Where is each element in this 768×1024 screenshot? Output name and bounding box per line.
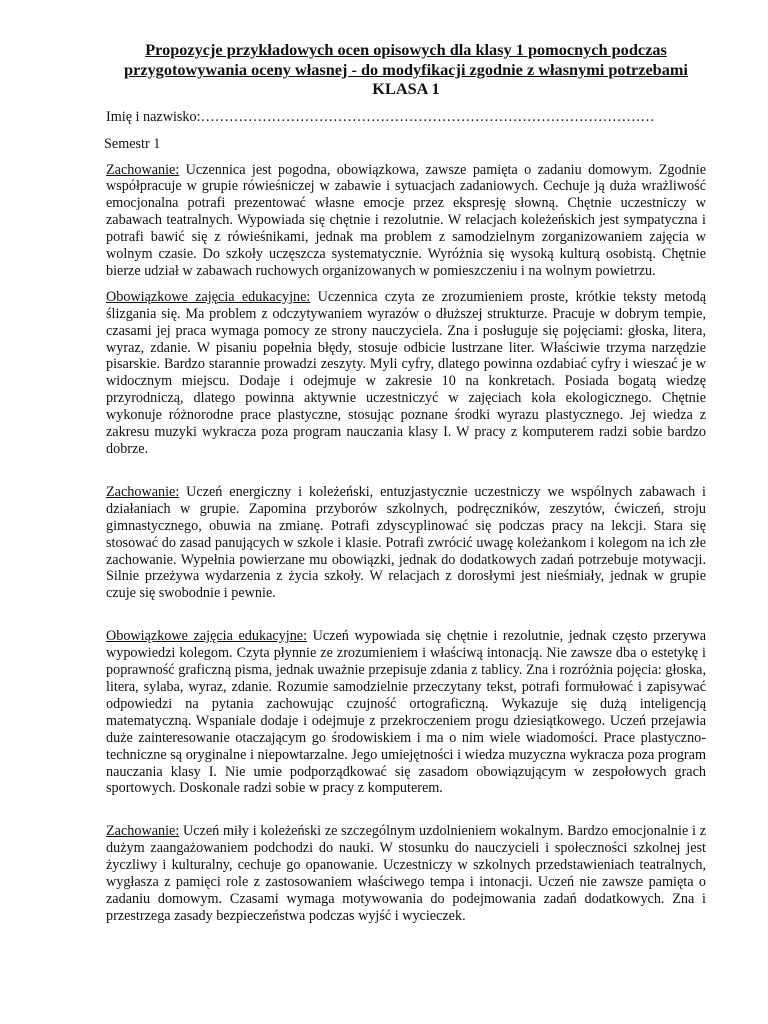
paragraph-text: Uczeń miły i koleżeński ze szczególnym uzdolnieniem wokalnym. Bardzo emocjonalnie i z dużym zaangażowaniem podchodzi do nauki. W stosunku do nauczycieli i społeczności szkolnej jest życzliwy i kulturalny, cechuje go opanowanie. Uczestniczy w szkolnych przedstawieniach teatralnych, wygłasza z pamięci role z zastosowaniem właściwego tempa i intonacji. Uczeń nie zawsze pamięta o zadaniu domowym. Czasami wymaga motywowania do podejmowania zadań dodatkowych. Zna i przestrzega zasady bezpieczeństwa podczas wyjść i wycieczek.	[106, 823, 706, 924]
paragraph-education-2	[106, 628, 706, 797]
paragraph-label: Obowiązkowe zajęcia edukacyjne:	[106, 288, 311, 305]
paragraph-text: Uczennica czyta ze zrozumieniem proste, krótkie teksty metodą ślizgania się. Ma problem z odczytywaniem wyrazów o dłuższej strukturze. Pracuje w dobrym tempie, czasami jej praca wymaga pomocy ze strony nauczyciela. Zna i posługuje się pojęciami: głoska, litera, wyraz, zdanie. W pisaniu popełnia błędy, stosuje odbicie lustrzane liter. Właściwie trzyma narzędzie pisarskie. Bardzo starannie prowadzi zeszyty. Myli cyfry, dlatego powinna ozdabiać cyfry i wieszać je w widocznym miejscu. Dodaje i odejmuje w zakresie 10 na konkretach. Posiada bogatą wiedzę przyrodniczą, dlatego powinna aktywnie uczestniczyć w zajęciach koła ekologicznego. Chętnie wykonuje różnorodne prace plastyczne, stosując poznane środki wyrazu plastycznego. Jej wiedza z zakresu muzyki wykracza poza program nauczania klasy I. W pracy z komputerem radzi sobie bardzo dobrze.	[106, 288, 706, 457]
class-label: KLASA 1	[372, 79, 440, 98]
paragraph-behavior-3	[106, 823, 706, 924]
paragraph-behavior-1	[106, 162, 706, 280]
paragraph-label: Obowiązkowe zajęcia edukacyjne:	[106, 628, 308, 645]
paragraph-education-1	[106, 289, 706, 458]
title-main: Propozycje przykładowych ocen opisowych dla klasy 1 pomocnych podczas przygotowywania oceny własnej - do modyfikacji zgodnie z własnymi potrzebami	[124, 40, 688, 79]
name-field-dots: ……………………………………………………………………………………	[200, 108, 655, 125]
name-field-label: Imię i nazwisko:	[106, 108, 201, 125]
paragraph-text: Uczennica jest pogodna, obowiązkowa, zawsze pamięta o zadaniu domowym. Zgodnie współpracuje w grupie rówieśniczej w zabawie i sytuacjach zadaniowych. Cechuje ją duża wrażliwość emocjonalna potrafi prezentować własne emocje przez ekspresję słowną. Chętnie uczestniczy w zabawach teatralnych. Wypowiada się chętnie i rezolutnie. W relacjach koleżeńskich jest sympatyczna i potrafi bawić się z rówieśnikami, jednak ma problem z samodzielnym zorganizowaniem zajęcia w wolnym czasie. Do szkoły uczęszcza systematycznie. Wyróżnia się wysoką kulturą osobistą. Chętnie bierze udział w zabawach ruchowych organizowanych w pomieszczeniu i na wolnym powietrzu.	[106, 161, 706, 279]
name-field	[106, 109, 706, 126]
paragraph-label: Zachowanie:	[106, 483, 180, 500]
paragraph-label: Zachowanie:	[106, 823, 180, 840]
semester-heading: Semestr 1	[104, 135, 161, 152]
paragraph-text: Uczeń energiczny i koleżeński, entuzjastycznie uczestniczy we wspólnych zabawach i działaniach w grupie. Zapomina przyborów szkolnych, podręczników, zeszytów, ćwiczeń, stroju gimnastycznego, obuwia na zmianę. Potrafi zdyscyplinować się podczas pracy na lekcji. Stara się stosować do zasad panujących w szkole i klasie. Potrafi zwrócić uwagę koleżankom i kolegom na ich złe zachowanie. Wypełnia powierzane mu obowiązki, jednak do dodatkowych zadań potrzebuje motywacji. Silnie przeżywa wydarzenia z życia szkoły. W relacjach z dorosłymi jest nieśmiały, jednak w grupie czuje się swobodnie i pewnie.	[106, 483, 706, 602]
paragraph-behavior-2	[106, 484, 706, 602]
paragraph-text: Uczeń wypowiada się chętnie i rezolutnie, jednak często przerywa wypowiedzi kolegom. Czyta płynnie ze zrozumieniem i właściwą intonacją. Nie zawsze dba o estetykę i poprawność graficzną pisma, jednak uważnie przepisuje zdania z tablicy. Zna i rozróżnia pojęcia: głoska, litera, sylaba, wyraz, zdanie. Rozumie samodzielnie przeczytany tekst, potrafi formułować i zapisywać odpowiedzi na pytania zachowując czujność ortograficzną. Wykazuje się dużą inteligencją matematyczną. Wspaniale dodaje i odejmuje z przekroczeniem progu dziesiątkowego. Uczeń przejawia duże zainteresowanie otaczającym go środowiskiem i ma o nim wiele wiadomości. Prace plastyczno-techniczne są oryginalne i niepowtarzalne. Jego umiejętności i wiedza muzyczna wykracza poza program nauczania klasy I. Nie umie podporządkować się zasadom obowiązującym w zespołowych grach sportowych. Doskonale radzi sobie w pracy z komputerem.	[106, 628, 706, 797]
document-title	[106, 40, 706, 99]
paragraph-label: Zachowanie:	[106, 161, 180, 178]
